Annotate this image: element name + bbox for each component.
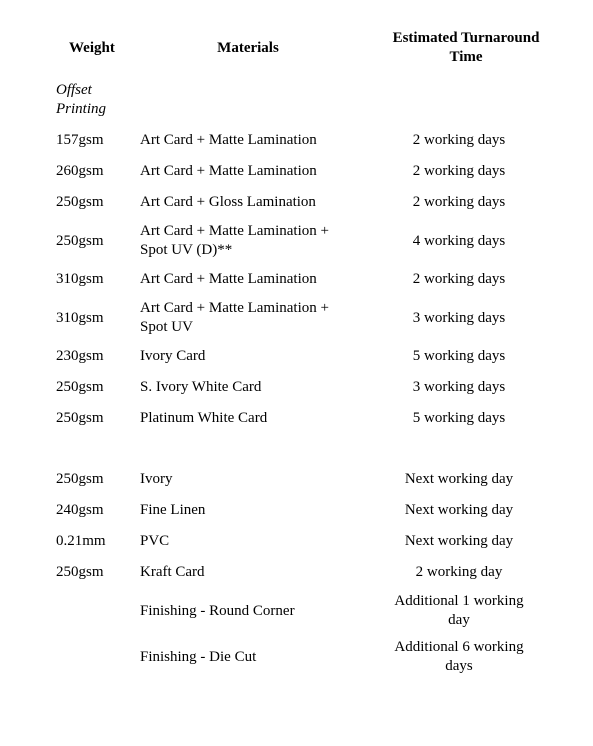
cell-turnaround: 2 working days — [412, 271, 506, 287]
cell-material: PVC — [140, 533, 170, 549]
header-turnaround: Estimated Turnaround Time — [392, 30, 540, 65]
cell-weight — [48, 634, 132, 680]
header-row — [48, 25, 548, 69]
cell-material: Art Card + Matte Lamination + Spot UV (D)** — [140, 223, 329, 258]
table-row — [48, 403, 548, 434]
cell-turnaround: 2 working days — [412, 163, 506, 179]
cell-turnaround: Additional 1 working day — [394, 593, 524, 628]
table-row — [48, 156, 548, 187]
document — [48, 25, 548, 680]
cell-weight: 310gsm — [56, 271, 104, 287]
cell-weight: 250gsm — [56, 232, 104, 249]
cell-material: Ivory Card — [140, 348, 206, 364]
cell-weight: 250gsm — [56, 471, 104, 487]
cell-material: Art Card + Matte Lamination + Spot UV — [140, 300, 329, 335]
cell-turnaround: Next working day — [404, 471, 514, 487]
cell-weight: 230gsm — [56, 348, 104, 364]
cell-weight: 260gsm — [56, 163, 104, 179]
table-row — [48, 495, 548, 526]
cell-weight: 250gsm — [56, 564, 104, 580]
cell-material: Fine Linen — [140, 502, 206, 518]
cell-weight — [48, 588, 132, 634]
cell-weight: 250gsm — [56, 410, 104, 426]
cell-turnaround: 2 working days — [412, 132, 506, 148]
cell-turnaround: 3 working days — [412, 379, 506, 395]
section-label-offset-printing: Offset Printing — [56, 82, 107, 117]
cell-material: Platinum White Card — [140, 410, 268, 426]
cell-turnaround: 5 working days — [412, 410, 506, 426]
cell-material: Art Card + Matte Lamination — [140, 271, 317, 287]
cell-turnaround: 3 working days — [412, 309, 506, 326]
cell-turnaround: 2 working day — [415, 564, 503, 580]
cell-turnaround: Next working day — [404, 533, 514, 549]
table-row — [48, 295, 548, 341]
table-row — [48, 125, 548, 156]
cell-weight: 310gsm — [56, 309, 104, 326]
table-row — [48, 341, 548, 372]
table-row — [48, 588, 548, 634]
cell-material: Art Card + Matte Lamination — [140, 163, 317, 179]
table-row — [48, 372, 548, 403]
cell-material: Ivory — [140, 471, 173, 487]
cell-turnaround: Additional 6 working days — [394, 639, 524, 674]
cell-material: Art Card + Matte Lamination — [140, 132, 317, 148]
cell-turnaround: Next working day — [404, 502, 514, 518]
table-row — [48, 557, 548, 588]
table-row — [48, 464, 548, 495]
cell-material: Finishing - Round Corner — [140, 602, 295, 619]
turnaround-table — [48, 25, 548, 680]
cell-turnaround: 2 working days — [412, 194, 506, 210]
cell-weight: 250gsm — [56, 379, 104, 395]
cell-material: Art Card + Gloss Lamination — [140, 194, 316, 210]
cell-weight: 250gsm — [56, 194, 104, 210]
cell-weight: 157gsm — [56, 132, 104, 148]
table-row — [48, 526, 548, 557]
header-materials: Materials — [217, 39, 279, 56]
header-weight: Weight — [69, 39, 115, 56]
cell-weight: 0.21mm — [56, 533, 106, 549]
table-row — [48, 634, 548, 680]
table-row — [48, 264, 548, 295]
table-row — [48, 187, 548, 218]
table-row — [48, 218, 548, 264]
section-row — [48, 69, 548, 125]
cell-turnaround: 4 working days — [412, 232, 506, 249]
cell-material: Kraft Card — [140, 564, 205, 580]
cell-material: Finishing - Die Cut — [140, 648, 257, 665]
spacer-row — [48, 434, 548, 464]
cell-material: S. Ivory White Card — [140, 379, 262, 395]
cell-weight: 240gsm — [56, 502, 104, 518]
cell-turnaround: 5 working days — [412, 348, 506, 364]
